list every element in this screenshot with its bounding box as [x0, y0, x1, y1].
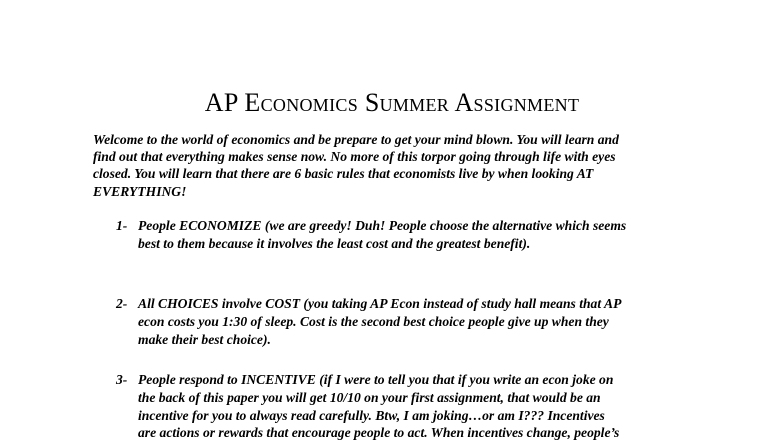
rule-line: best to them because it involves the least cost and the greatest benefit). — [138, 235, 531, 251]
rule-line: econ costs you 1:30 of sleep. Cost is the second best choice people give up when they — [138, 313, 609, 329]
intro-line: Welcome to the world of economics and be prepare to get your mind blown. You will learn and — [93, 132, 619, 147]
rule-text — [138, 371, 706, 442]
rule-item-3 — [116, 371, 706, 442]
rule-number: 3- — [116, 372, 128, 387]
rule-line: All CHOICES involve COST (you taking AP Econ instead of study hall means that AP — [138, 296, 622, 311]
rule-item-1 — [116, 217, 706, 253]
rule-line: People ECONOMIZE (we are greedy! Duh! People choose the alternative which seems — [138, 218, 627, 233]
intro-paragraph — [93, 131, 705, 200]
rule-line: People respond to INCENTIVE (if I were to tell you that if you write an econ joke on — [138, 372, 614, 387]
intro-line: find out that everything makes sense now. No more of this torpor going through life with eyes — [93, 149, 616, 165]
rule-text — [138, 295, 706, 348]
rule-number: 1- — [116, 218, 128, 233]
document-title: AP Economics Summer Assignment — [204, 88, 580, 117]
rule-line: incentive for you to always read carefully. Btw, I am joking…or am I??? Incentives — [138, 407, 605, 423]
rule-line: are actions or rewards that encourage people to act. When incentives change, people’s — [138, 425, 620, 441]
rule-line: the back of this paper you will get 10/10 on your first assignment, that would be an — [138, 389, 601, 405]
rule-line: make their best choice). — [138, 331, 271, 347]
rule-item-2 — [116, 295, 706, 348]
rule-text — [138, 217, 706, 253]
rule-number: 2- — [116, 296, 128, 311]
intro-line: EVERYTHING! — [93, 183, 187, 199]
intro-line: closed. You will learn that there are 6 basic rules that economists live by when looking AT — [93, 166, 594, 182]
